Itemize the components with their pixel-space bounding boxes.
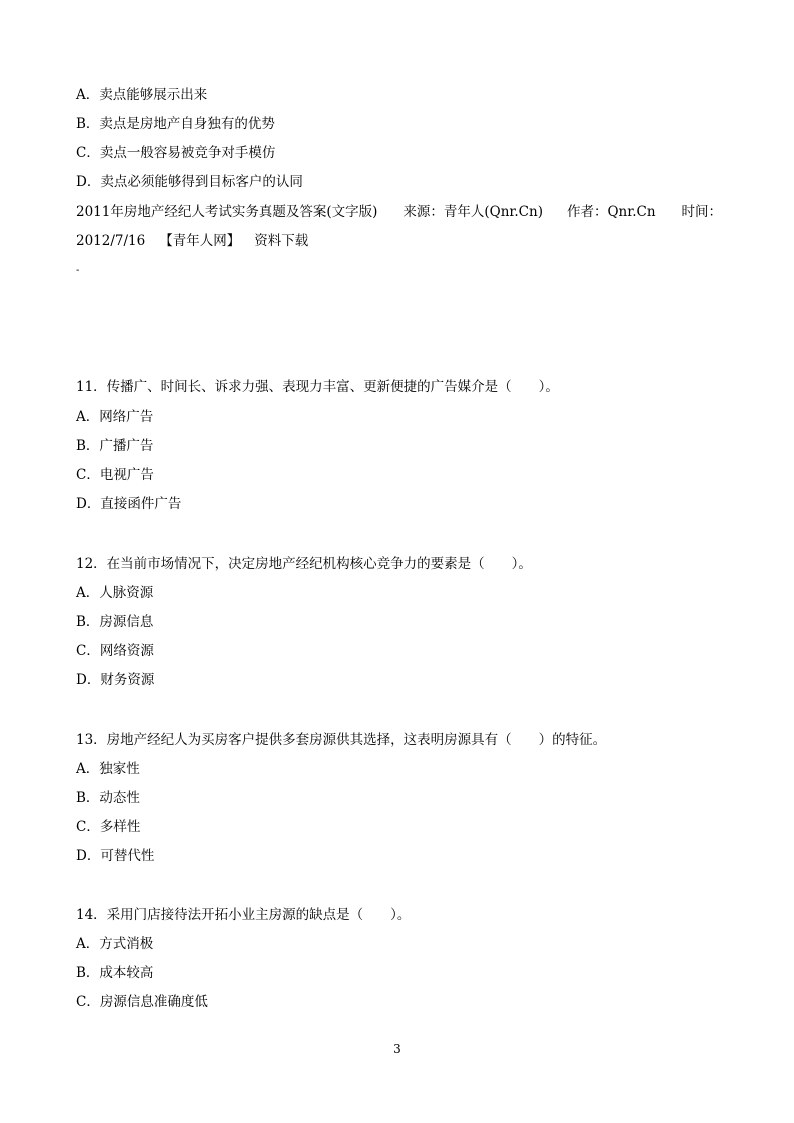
- question-12-option-a: A．人脉资源: [76, 585, 154, 601]
- question-12-option-d: D．财务资源: [76, 672, 155, 688]
- question-11-option-d: D．直接函件广告: [76, 496, 182, 512]
- separator-dash: -: [76, 265, 80, 276]
- question-13-option-a: A．独家性: [76, 761, 140, 777]
- option-a: A．卖点能够展示出来: [76, 87, 208, 103]
- page-number: 3: [393, 1042, 401, 1056]
- download-link[interactable]: 资料下载: [254, 233, 309, 249]
- option-b: B．卖点是房地产自身独有的优势: [76, 116, 275, 132]
- author-label: 作者：Qnr.Cn: [566, 204, 656, 220]
- time-label: 时间：: [681, 204, 723, 220]
- question-11-option-a: A．网络广告: [76, 409, 154, 425]
- question-14-option-c: C．房源信息准确度低: [76, 994, 208, 1010]
- date-text: 2012/7/16: [76, 233, 146, 249]
- source-label: 来源：青年人(Qnr.Cn): [403, 204, 543, 220]
- question-14-option-a: A．方式消极: [76, 936, 154, 952]
- question-13-option-d: D．可替代性: [76, 848, 155, 864]
- question-13-option-c: C．多样性: [76, 819, 141, 835]
- question-14-stem: 14．采用门店接待法开拓小业主房源的缺点是（ ）。: [76, 907, 411, 923]
- question-14-option-b: B．成本较高: [76, 965, 154, 981]
- source-title: 2011年房地产经纪人考试实务真题及答案(文字版): [76, 204, 378, 220]
- site-link[interactable]: 【青年人网】: [159, 233, 241, 249]
- question-12-option-b: B．房源信息: [76, 614, 154, 630]
- question-12-stem: 12．在当前市场情况下，决定房地产经纪机构核心竞争力的要素是（ ）。: [76, 556, 532, 572]
- question-11-option-c: C．电视广告: [76, 467, 154, 483]
- question-11-option-b: B．广播广告: [76, 438, 154, 454]
- question-12-option-c: C．网络资源: [76, 643, 154, 659]
- question-13-option-b: B．动态性: [76, 790, 140, 806]
- option-c: C．卖点一般容易被竞争对手模仿: [76, 145, 276, 161]
- question-13-stem: 13．房地产经纪人为买房客户提供多套房源供其选择，这表明房源具有（ ）的特征。: [76, 732, 607, 748]
- question-11-stem: 11．传播广、时间长、诉求力强、表现力丰富、更新便捷的广告媒介是（ ）。: [76, 379, 559, 395]
- source-info-row: [76, 203, 722, 221]
- source-info-row-2: [76, 232, 308, 250]
- option-d: D．卖点必须能够得到目标客户的认同: [76, 174, 303, 190]
